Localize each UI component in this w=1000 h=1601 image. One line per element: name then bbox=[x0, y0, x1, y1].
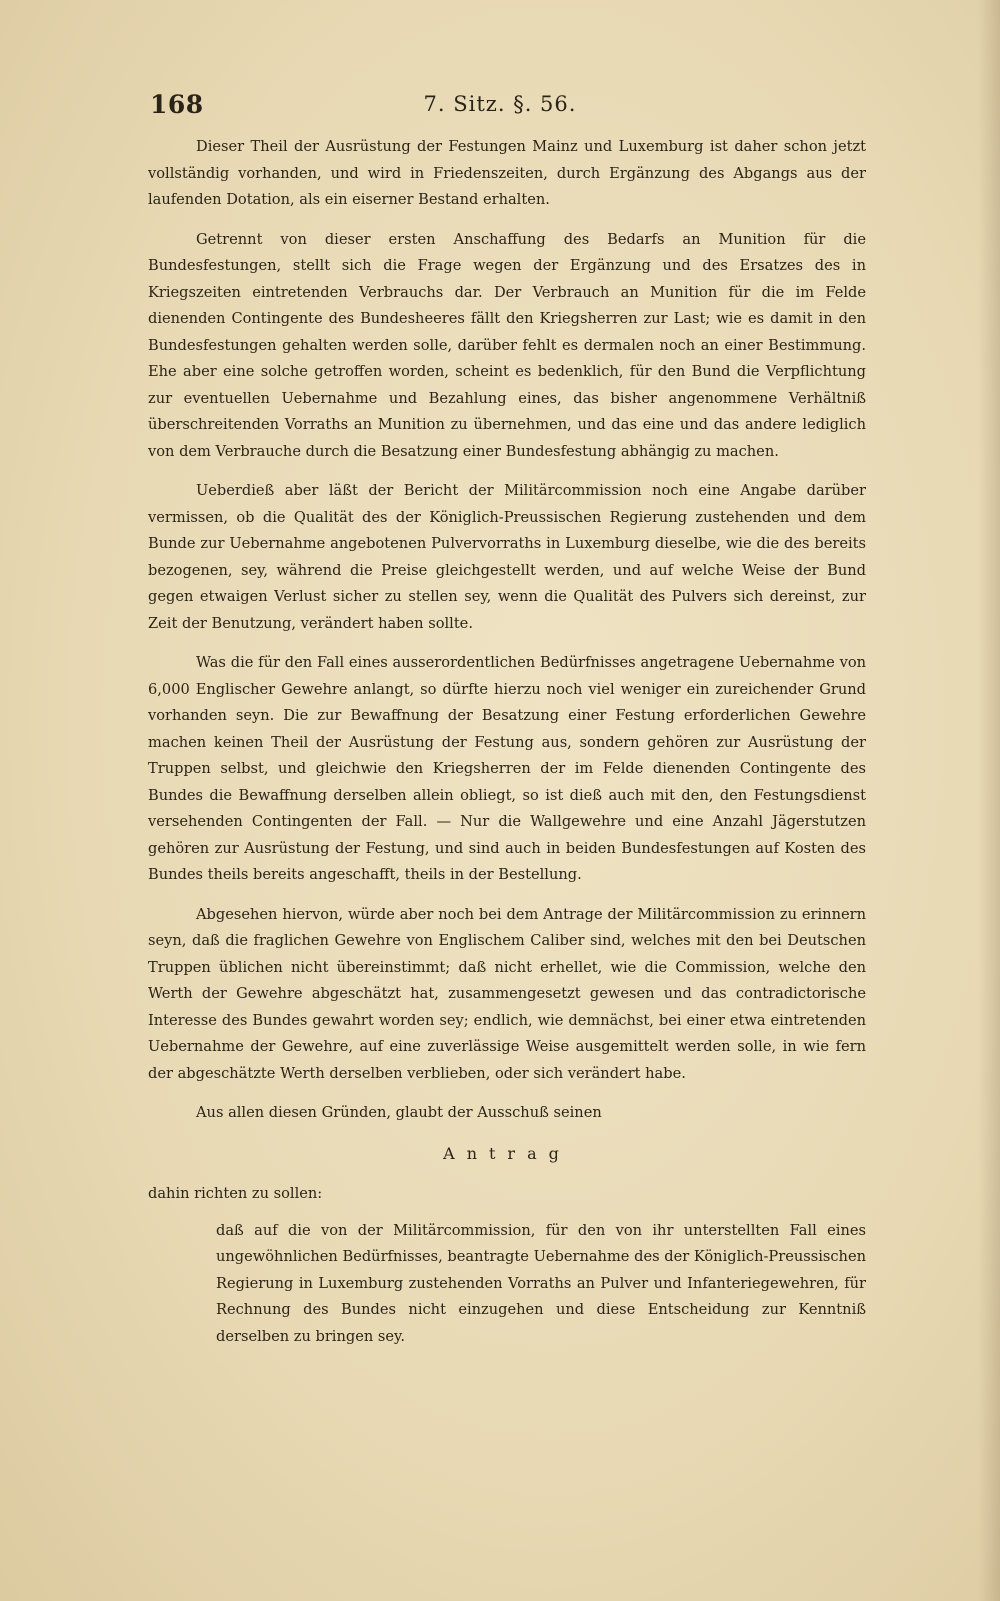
dahin-line: dahin richten zu sollen: bbox=[148, 1185, 323, 1202]
running-head: 7. Sitz. §. 56. bbox=[423, 92, 577, 116]
page-header bbox=[150, 90, 850, 130]
lead-in-sentence: Aus allen diesen Gründen, glaubt der Ausschuß seinen bbox=[196, 1104, 602, 1121]
paragraph-2: Getrennt von dieser ersten Anschaffung des Bedarfs an Munition für die Bundesfestungen, stellt sich die Frage wegen der Ergänzung und des Ersatzes des in Kriegszeiten eintretenden Verbrauchs dar. Der Verbrauch an Munition für die im Felde dienenden Contingente des Bundesheeres fällt den Kriegsherren zur Last; wie es damit in den Bundesfestungen gehalten werden solle, darüber fehlt es dermalen noch an einer Bestimmung. Ehe aber eine solche getroffen worden, scheint es bedenklich, für den Bund die Verpflichtung zur eventuellen Uebernahme und Bezahlung eines, das bisher angenommene Verhältniß überschreitenden Vorraths an Munition zu übernehmen, und das eine und das andere lediglich von dem Verbrauche durch die Besatzung einer Bundesfestung abhängig zu machen. bbox=[148, 230, 866, 460]
paragraph-1: Dieser Theil der Ausrüstung der Festungen Mainz und Luxemburg ist daher schon jetzt vollständig vorhanden, und wird in Friedenszeiten, durch Ergänzung des Abgangs aus der laufenden Dotation, als ein eiserner Bestand erhalten. bbox=[148, 138, 866, 208]
paragraph-5: Abgesehen hiervon, würde aber noch bei dem Antrage der Militärcommission zu erinnern seyn, daß die fraglichen Gewehre von Englischem Caliber sind, welches mit den bei Deutschen Truppen üblichen nicht übereinstimmt; daß nicht erhellet, wie die Commission, welche den Werth der Gewehre abgeschätzt hat, zusammengesetzt gewesen und das contradictorische Interesse des Bundes gewahrt worden sey; endlich, wie demnächst, bei einer etwa eintretenden Uebernahme der Gewehre, auf eine zuverlässige Weise ausgemittelt werden solle, in wie fern der abgeschätzte Werth derselben verblieben, oder sich verändert habe. bbox=[148, 905, 866, 1082]
body-text bbox=[148, 134, 866, 1350]
page-edge-shadow bbox=[978, 0, 1000, 1601]
page-number: 168 bbox=[150, 90, 204, 119]
antrag-heading: Antrag bbox=[443, 1143, 571, 1163]
paragraph-4: Was die für den Fall eines ausserordentlichen Bedürfnisses angetragene Uebernahme von 6,000 Englischer Gewehre anlangt, so dürfte hierzu noch viel weniger ein zureichender Grund vorhanden seyn. Die zur Bewaffnung der Besatzung einer Festung erforderlichen Gewehre machen keinen Theil der Ausrüstung der Festung aus, sondern gehören zur Ausrüstung der Truppen selbst, und gleichwie den Kriegsherren der im Felde dienenden Contingente des Bundes die Bewaffnung derselben allein obliegt, so ist dieß auch mit den, den Festungsdienst versehenden Contingenten der Fall. — Nur die Wallgewehre und eine Anzahl Jägerstutzen gehören zur Ausrüstung der Festung, und sind auch in beiden Bundesfestungen auf Kosten des Bundes theils bereits angeschafft, theils in der Bestellung. bbox=[148, 654, 866, 883]
paragraph-3: Ueberdieß aber läßt der Bericht der Militärcommission noch eine Angabe darüber vermissen, ob die Qualität des der Königlich-Preussischen Regierung zustehenden und dem Bunde zur Uebernahme angebotenen Pulvervorraths in Luxemburg dieselbe, wie die des bereits bezogenen, sey, während die Preise gleichgestellt werden, und auf welche Weise der Bund gegen etwaigen Verlust sicher zu stellen sey, wenn die Qualität des Pulvers sich dereinst, zur Zeit der Benutzung, verändert haben sollte. bbox=[148, 482, 866, 632]
resolution-text: daß auf die von der Militärcommission, für den von ihr unterstellten Fall eines ungewöhnlichen Bedürfnisses, beantragte Uebernahme des der Königlich-Preussischen Regierung in Luxemburg zustehenden Vorraths an Pulver und Infanteriegewehren, für Rechnung des Bundes nicht einzugehen und diese Entscheidung zur Kenntniß derselben zu bringen sey. bbox=[216, 1221, 866, 1345]
